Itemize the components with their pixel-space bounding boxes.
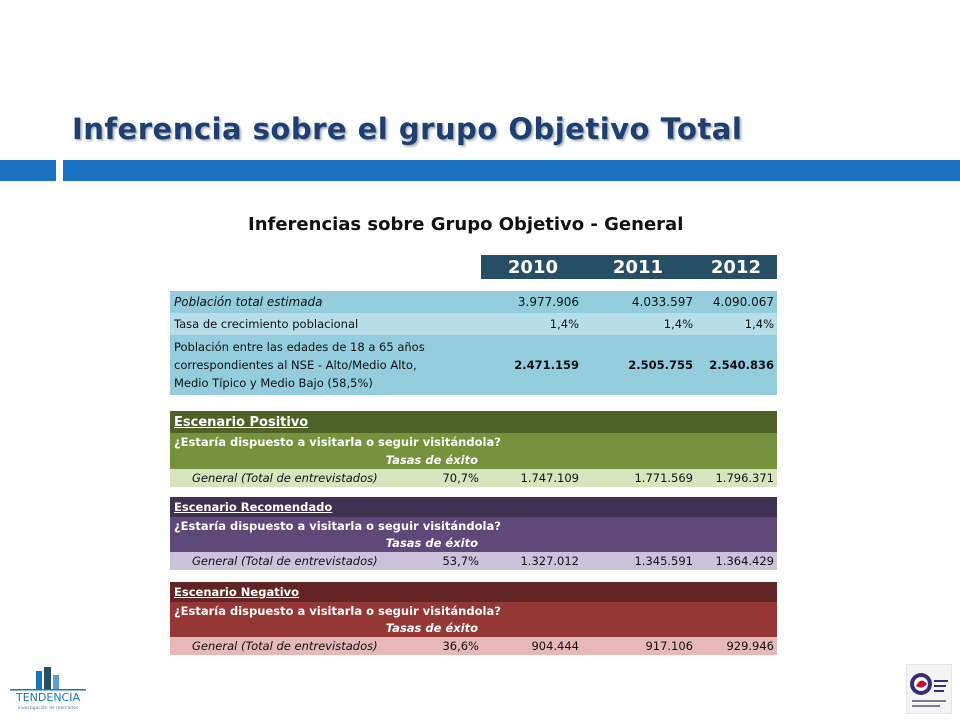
scenario-positivo [170, 411, 777, 487]
value-2011: 917.106 [645, 639, 693, 653]
scenario-negativo [170, 582, 777, 655]
header-rule-right [63, 160, 960, 181]
scenario-question-row [170, 433, 777, 469]
value-2011: 1.345.591 [634, 554, 693, 568]
table-row [170, 335, 777, 395]
value-2010: 1.747.109 [520, 471, 579, 485]
rate-value: 53,7% [442, 554, 479, 568]
row-label: Tasa de crecimiento poblacional [174, 317, 359, 331]
year-2012: 2012 [710, 256, 761, 278]
value-2011: 1,4% [663, 317, 693, 331]
scenario-title: Escenario Positivo [174, 414, 309, 430]
scenario-question-row [170, 517, 777, 552]
row-label: General (Total de entrevistados) [192, 471, 378, 485]
slide-title: Inferencia sobre el grupo Objetivo Total [72, 112, 743, 146]
value-2012: 1.364.429 [715, 554, 774, 568]
value-2012: 1.796.371 [715, 471, 774, 485]
row-label: General (Total de entrevistados) [192, 554, 378, 568]
scenario-recomendado [170, 497, 777, 570]
value-2010: 3.977.906 [517, 295, 579, 309]
scenario-title-row [170, 582, 777, 602]
value-2012: 2.540.836 [709, 358, 774, 372]
row-label-line: Medio Típico y Medio Bajo (58,5%) [174, 376, 373, 390]
rates-label: Tasas de éxito [385, 536, 478, 550]
rate-value: 70,7% [442, 471, 479, 485]
year-2010: 2010 [507, 256, 558, 278]
value-2011: 1.771.569 [634, 471, 693, 485]
scenario-question: ¿Estaría dispuesto a visitarla o seguir visitándola? [174, 519, 501, 533]
row-label [174, 335, 425, 395]
table-row [170, 469, 777, 487]
value-2011: 2.505.755 [628, 358, 693, 372]
logo-wordmark: TENDENCIA [16, 691, 80, 704]
tendencia-logo-icon [6, 667, 90, 715]
tendencia-logo [6, 667, 90, 715]
row-label: Población total estimada [174, 295, 323, 309]
table-title: Inferencias sobre Grupo Objetivo - General [248, 214, 684, 235]
rate-value: 36,6% [442, 639, 479, 653]
value-2010: 904.444 [531, 639, 579, 653]
header-rule-left [0, 160, 56, 181]
value-2010: 2.471.159 [514, 358, 579, 372]
year-2011: 2011 [612, 256, 663, 278]
row-label: General (Total de entrevistados) [192, 639, 378, 653]
population-table [170, 291, 777, 395]
table-row [170, 552, 777, 570]
scenario-question: ¿Estaría dispuesto a visitarla o seguir visitándola? [174, 435, 501, 449]
row-label-line: correspondientes al NSE - Alto/Medio Alto, [174, 358, 417, 372]
quito-turismo-logo-icon [906, 664, 952, 714]
scenario-title: Escenario Recomendado [174, 500, 333, 514]
value-2012: 1,4% [744, 317, 774, 331]
rates-label: Tasas de éxito [385, 453, 478, 467]
value-2012: 929.946 [726, 639, 774, 653]
year-header [481, 255, 777, 279]
value-2010: 1,4% [549, 317, 579, 331]
scenario-title-row [170, 497, 777, 517]
value-2010: 1.327.012 [520, 554, 579, 568]
quito-turismo-logo [906, 664, 952, 714]
row-label-line: Población entre las edades de 18 a 65 años [174, 340, 425, 354]
scenario-title: Escenario Negativo [174, 585, 300, 599]
scenario-title-row [170, 411, 777, 433]
logo-tagline: investigación de mercados [17, 706, 79, 711]
rates-label: Tasas de éxito [385, 621, 478, 635]
table-row [170, 637, 777, 655]
scenario-question-row [170, 602, 777, 637]
table-row [170, 291, 777, 313]
value-2012: 4.090.067 [712, 295, 774, 309]
table-row [170, 313, 777, 335]
scenario-question: ¿Estaría dispuesto a visitarla o seguir visitándola? [174, 604, 501, 618]
value-2011: 4.033.597 [631, 295, 693, 309]
